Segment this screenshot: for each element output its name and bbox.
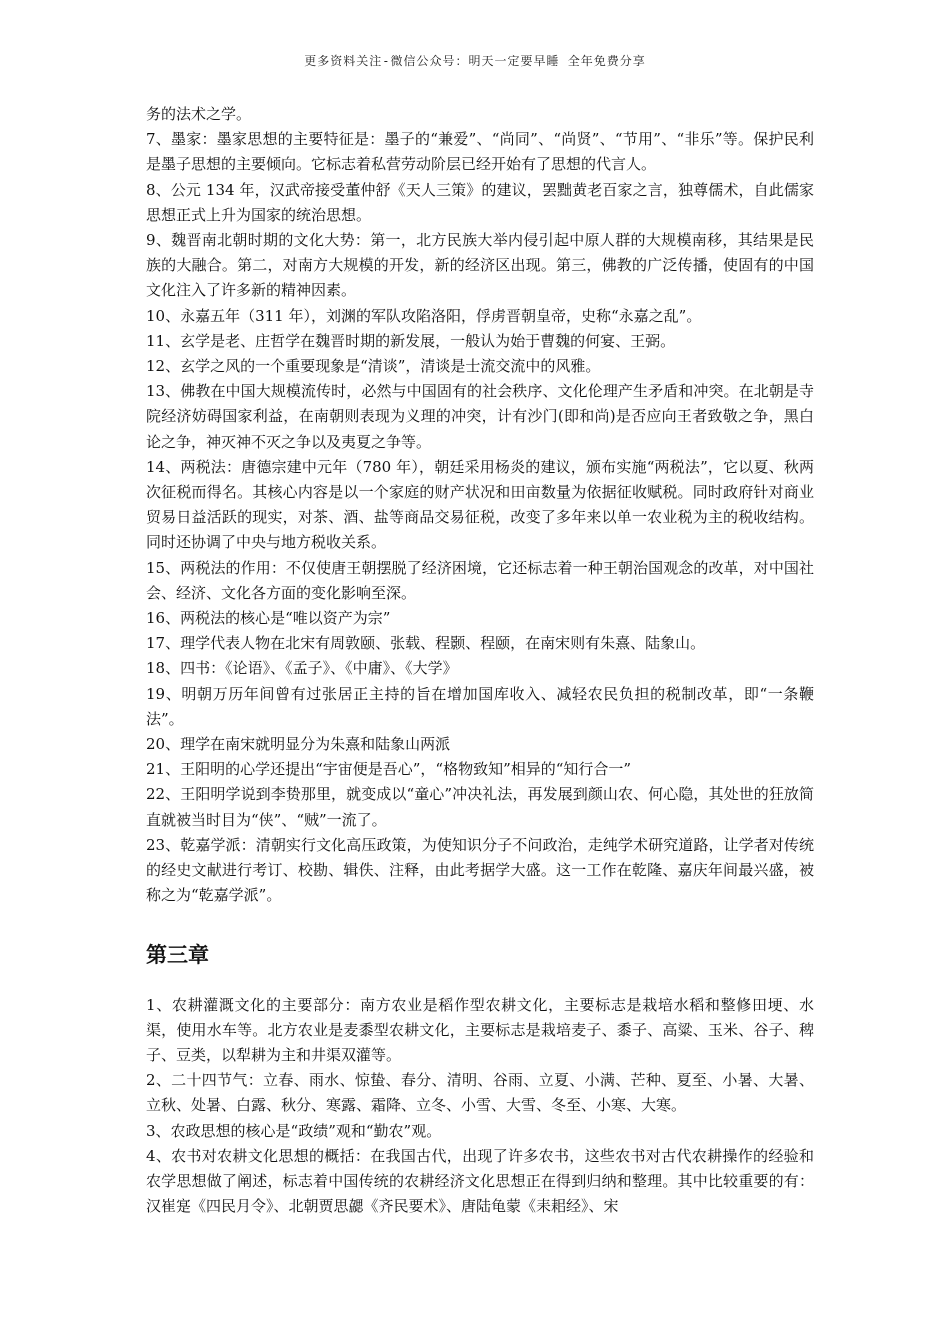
paragraph: 14、两税法：唐德宗建中元年（780 年），朝廷采用杨炎的建议，颁布实施“两税法”，它以夏、秋两次征税而得名。其核心内容是以一个家庭的财产状况和田亩数量为依据征收赋税。同时政府针对商业贸易日益活跃的现实，对茶、酒、盐等商品交易征税，改变了多年来以单一农业税为主的税收结构。同时还协调了中央与地方税收关系。 <box>146 457 814 552</box>
paragraph: 13、佛教在中国大规模流传时，必然与中国固有的社会秩序、文化伦理产生矛盾和冲突。在北朝是寺院经济妨碍国家利益，在南朝则表现为义理的冲突，计有沙门(即和尚)是否应向王者致敬之争，黑白论之争，神灭神不灭之争以及夷夏之争等。 <box>146 382 814 451</box>
paragraph: 2、二十四节气：立春、雨水、惊蛰、春分、清明、谷雨、立夏、小满、芒种、夏至、小暑、大暑、立秋、处暑、白露、秋分、寒露、霜降、立冬、小雪、大雪、冬至、小寒、大寒。 <box>146 1071 814 1115</box>
paragraph: 8、公元 134 年，汉武帝接受董仲舒《天人三策》的建议，罢黜黄老百家之言，独尊儒术，自此儒家思想正式上升为国家的统治思想。 <box>146 180 814 224</box>
chapter-title: 第三章 <box>146 942 209 967</box>
paragraph: 16、两税法的核心是“唯以资产为宗” <box>146 609 391 628</box>
paragraph: 18、四书：《论语》、《孟子》、《中庸》、《大学》 <box>146 659 458 678</box>
paragraph: 11、玄学是老、庄哲学在魏晋时期的新发展，一般认为始于曹魏的何宴、王弼。 <box>146 331 676 350</box>
paragraph: 9、魏晋南北朝时期的文化大势：第一，北方民族大举内侵引起中原人群的大规模南移，其结果是民族的大融合。第二，对南方大规模的开发，新的经济区出现。第三，佛教的广泛传播，使固有的中国文化注入了许多新的精神因素。 <box>146 231 814 300</box>
page-header-note: 更多资料关注-微信公众号：明天一定要早睡 全年免费分享 <box>304 54 646 68</box>
paragraph: 23、乾嘉学派：清朝实行文化高压政策，为使知识分子不问政治，走纯学术研究道路，让学者对传统的经史文献进行考订、校勘、辑佚、注释，由此考据学大盛。这一工作在乾隆、嘉庆年间最兴盛，被称之为“乾嘉学派”。 <box>146 835 814 905</box>
paragraph: 4、农书对农耕文化思想的概括：在我国古代，出现了许多农书，这些农书对古代农耕操作的经验和农学思想做了阐述，标志着中国传统的农耕经济文化思想正在得到归纳和整理。其中比较重要的有：汉崔寔《四民月令》、北朝贾思勰《齐民要术》、唐陆龟蒙《耒耜经》、宋 <box>146 1146 814 1216</box>
paragraph: 17、理学代表人物在北宋有周敦颐、张载、程颢、程颐，在南宋则有朱熹、陆象山。 <box>146 634 706 653</box>
paragraph: 12、玄学之风的一个重要现象是“清谈”，清谈是士流交流中的风雅。 <box>146 357 601 376</box>
paragraph: 22、王阳明学说到李贽那里，就变成以“童心”冲决礼法，再发展到颜山农、何心隐，其处世的狂放简直就被当时目为“侠”、“贼”一流了。 <box>146 785 814 829</box>
document-body <box>146 102 814 1219</box>
paragraph: 务的法术之学。 <box>146 105 252 123</box>
paragraph: 10、永嘉五年（311 年），刘渊的军队攻陷洛阳，俘虏晋朝皇帝，史称“永嘉之乱”。 <box>146 306 702 325</box>
section-a <box>146 102 814 909</box>
paragraph: 21、王阳明的心学还提出“宇宙便是吾心”，“格物致知”相异的“知行合一” <box>146 760 632 779</box>
section-b <box>146 993 814 1220</box>
paragraph: 19、明朝万历年间曾有过张居正主持的旨在增加国库收入、减轻农民负担的税制改革，即“一条鞭法”。 <box>146 684 814 728</box>
paragraph: 15、两税法的作用：不仅使唐王朝摆脱了经济困境，它还标志着一种王朝治国观念的改革，对中国社会、经济、文化各方面的变化影响至深。 <box>146 558 814 602</box>
paragraph: 1、农耕灌溉文化的主要部分：南方农业是稻作型农耕文化，主要标志是栽培水稻和整修田埂、水渠，使用水车等。北方农业是麦黍型农耕文化，主要标志是栽培麦子、黍子、高粱、玉米、谷子、稗子、豆类，以犁耕为主和井渠双灌等。 <box>146 995 814 1064</box>
paragraph: 7、墨家：墨家思想的主要特征是：墨子的“兼爱”、“尚同”、“尚贤”、“节用”、“非乐”等。保护民利是墨子思想的主要倾向。它标志着私营劳动阶层已经开始有了思想的代言人。 <box>146 130 814 174</box>
paragraph: 3、农政思想的核心是“政绩”观和“勤农”观。 <box>146 1121 442 1140</box>
paragraph: 20、理学在南宋就明显分为朱熹和陆象山两派 <box>146 735 451 754</box>
